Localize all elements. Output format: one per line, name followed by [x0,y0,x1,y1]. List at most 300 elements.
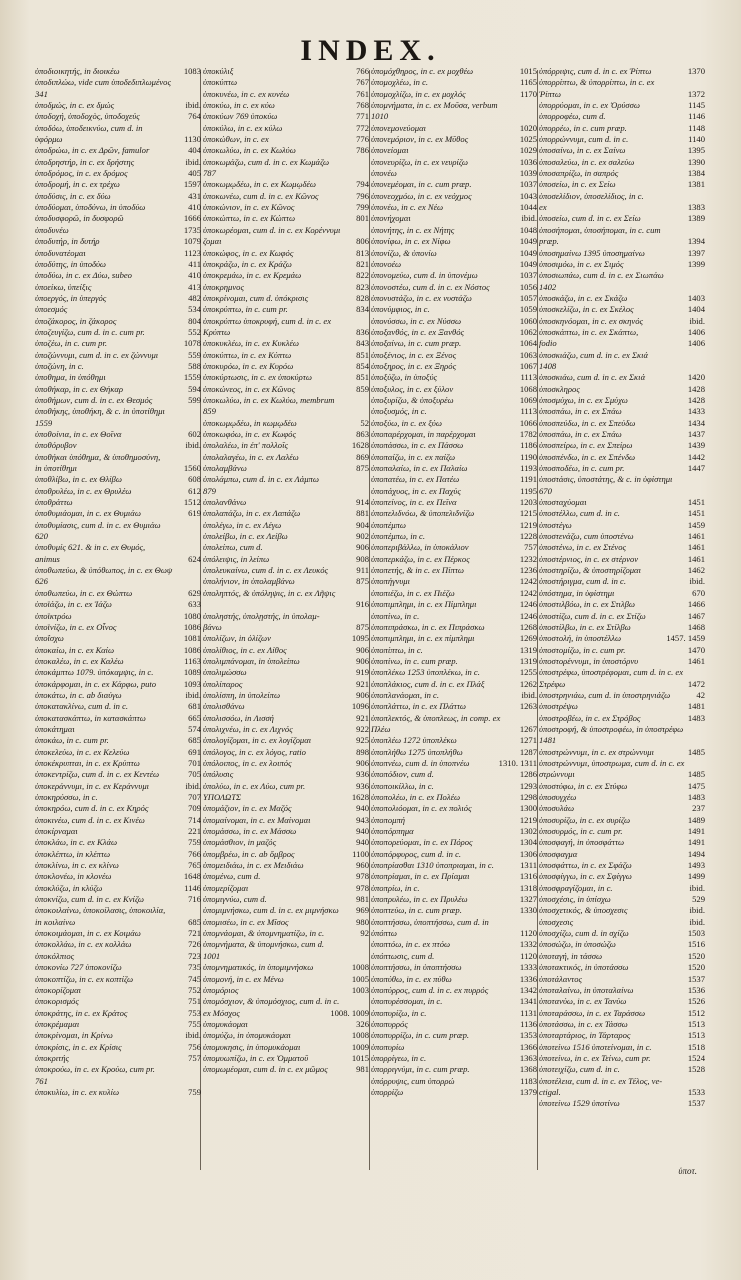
index-term: ὑπόλοιπος, in c. ex λοιπός [203,757,292,768]
index-page-number: 1215 [519,508,537,519]
index-entry [35,270,201,281]
index-entry [371,1042,537,1053]
index-entry [371,985,537,996]
index-entry [203,781,369,792]
index-term: ὑπομύζω, in ὑπομυκάομαι [203,1030,291,1041]
index-page-number: 1287 [519,746,537,757]
index-page-number: 1300 [519,803,537,814]
index-page-number: 1113 [520,406,537,417]
index-page-number: 624 [188,553,201,564]
index-term: ὑποκυλίω, in c. ex κυλίω [35,1086,120,1097]
index-entry [371,395,537,406]
index-entry [35,361,201,372]
index-page-number: 1467 [687,610,705,621]
index-entry [539,622,705,633]
index-entry [203,123,369,134]
index-page-number: 1462 [687,565,705,576]
index-term: ὑποκνίζω, cum d. in c. ex Κνίζω [35,894,144,905]
index-page-number: 1089 [183,667,201,678]
index-term: ὑποπτήσσω, ὑποπτήσσω, cum d. in [371,916,489,927]
index-entry [371,588,537,599]
index-entry [539,191,705,202]
index-page-number: 1190 [520,451,537,462]
index-entry [371,1030,537,1041]
index-entry [203,565,369,576]
index-page-number: 801 [356,213,369,224]
index-term: ὑπομιμνήσκω, cum d. in c. ex μιμνήσκω [203,905,339,916]
index-page-number: 92 [360,928,369,939]
index-entry [35,962,201,973]
index-term: ὑποκηρύσσω, in c. [35,792,98,802]
index-term: ὑποπνέω, cum d. in ὑποπνέω [371,757,470,768]
index-term: ὑποσχέσις, in ὑπίσχω [539,894,611,905]
index-page-number: 759 [188,837,201,848]
index-term: ὑποπολιόομαι, in c. ex πολιός [371,803,472,814]
index-term: ὑποκόλπιος [35,950,75,961]
index-term: ὑποθυμίς 621. & in c. ex Θυμός, [35,542,146,553]
index-term: ὑπομισέω, in c. ex Μῖσος [203,916,289,927]
index-term: ὑποδυτήρ, in δυτήρ [35,236,100,247]
index-entry [35,304,201,315]
index-page-number: 755 [188,1018,201,1029]
index-term: ὑποδρώω, in c. ex Δρῶν, famulor [35,145,150,156]
index-entry [371,486,537,497]
index-term: ex Μόσχος [203,1007,240,1018]
index-term: ὑπορρύομαι, in c. ex Ὀρύσσω [539,100,640,111]
index-entry [35,701,201,712]
index-term: ὑποξύζω, in ὑποξύς [371,372,438,383]
index-entry [203,236,369,247]
index-entry [203,611,369,622]
index-page-number: 751 [188,996,201,1007]
index-page-number: 1528 [687,1064,705,1075]
index-entry [35,1064,201,1075]
index-entry [203,316,369,327]
index-page-number: 1406 [687,338,705,349]
index-entry [35,1076,201,1087]
index-term: ὑποκάμπτω 1079. ὑπόκαμψις, in c. [35,667,154,678]
index-page-number: 714 [188,814,201,825]
index-term: ὑπονέω, in c. ex Νέω [371,202,444,213]
index-entry [371,905,537,916]
index-term: ὑπομνάομαι, & ὑπομνηματίζω, in c. [203,928,325,939]
index-term: ὑπομάζιον, in c. ex Μαζός [203,803,292,814]
index-entry [35,576,201,587]
index-entry [203,213,369,224]
index-page-number: 875 [356,621,369,632]
index-entry [371,100,537,111]
index-term: ὑποκορίζομαι [35,984,81,995]
index-page-number: 765 [188,860,201,871]
index-entry [371,372,537,383]
index-entry [371,157,537,168]
index-term: ὑπολήνιον, in ὑπολαμβάνω [203,576,295,587]
index-entry [35,418,201,429]
index-page-number: 1195 [520,485,537,496]
index-entry [203,951,369,962]
index-term: ὑποκάτημαι [35,723,75,734]
index-entry [35,474,201,485]
index-term: 626 [35,576,48,587]
index-term: ὑποθοίνια, in c. ex Θοῖνα [35,429,122,439]
index-page-number: 1389 [687,213,705,224]
index-term: ὑποπομπή [371,814,406,825]
index-entry [539,565,705,576]
index-page-number: 757 [524,542,537,553]
index-page-number: 1735 [183,224,201,235]
index-entry [203,77,369,88]
index-term: ὑπολέγω, in c. ex Λέγω [203,519,282,530]
index-entry [203,701,369,712]
index-entry [35,179,201,190]
index-page-number: 1064 [519,338,537,349]
index-entry [35,486,201,497]
index-term: 341 [35,88,48,99]
index-entry [35,248,201,259]
index-page-number: 1298 [519,792,537,802]
index-page-number: 1078 [183,338,201,349]
index-term: ὑποκύρτωσις, in c. ex ὑποκύρτω [203,372,312,383]
index-entry [539,248,705,259]
index-term: ὑποπιμπλημι, in c. ex πίμπλημι [371,633,475,644]
index-page-number: 1428 [687,383,705,394]
index-term: ὑποκύων 769 ὑποκύω [203,111,278,122]
index-term: ὑπολιμπάνομαι, in ὑπολείπω [203,655,300,666]
index-page-number: 1062 [519,326,537,337]
index-term: ὑποτειχίζω, cum d. in c. [539,1064,620,1075]
index-page-number: 619 [188,508,201,519]
index-entry [203,758,369,769]
index-page-number: 1113 [520,372,537,383]
index-page-number: 771 [356,111,369,122]
index-term: ὑποκρύπτω, in c. cum pr. [203,304,288,315]
index-term: ὑποταράσσω, in c. ex Ταράσσω [539,1007,646,1018]
index-term: ὑποπεριβάλλω, in ὑποκάλιον [371,542,469,553]
index-entry [35,554,201,565]
index-term: ὑποκώφος, in c. ex Κωφός [203,247,294,258]
index-term: ὑποεργός, in ὑπεργός [35,292,107,303]
index-entry [35,440,201,451]
index-entry [539,724,705,735]
index-term: ὑποπυρίζω, in c. [371,1007,427,1018]
index-page-number: 1049 [519,247,537,258]
index-page-number: 1390 [687,156,705,167]
index-page-number: 1044 [519,202,537,213]
index-page-number: 813 [356,247,369,258]
index-entry [539,1042,705,1053]
index-page-number: 960 [356,860,369,871]
index-term: ὑπονεμόριον, in c. ex Μῦθος [371,134,469,145]
index-page-number: 1628 [351,792,369,802]
index-term: ὑποκοπτίζω, in c. ex κοπτίζω [35,973,134,984]
index-term: ὑποπέμπω [371,519,406,530]
index-entry [539,508,705,519]
index-entry [203,463,369,474]
index-entry [203,542,369,553]
index-page-number: 759 [188,1086,201,1097]
index-term: ὑποκρίσις, in c. ex Κρίσις [35,1041,122,1052]
index-entry [35,1042,201,1053]
index-page-number: 1439 [687,440,705,451]
index-page-number: 836 [356,326,369,337]
index-entry [203,735,369,746]
index-page-number: 1526 [687,996,705,1007]
index-entry [35,1008,201,1019]
index-entry [203,350,369,361]
index-entry [539,168,705,179]
index-term: ὑπομένω, cum d. [203,871,261,882]
index-term: ὑποδρομή, in c. ex τρέχω [35,179,120,190]
index-entry [539,463,705,474]
index-page-number: 1406 [687,326,705,337]
index-term: ὑπολύω, in c. ex Λύω, cum pr. [203,780,306,791]
index-page-number: 1271 [519,735,537,746]
index-page-number: 1330 [519,905,537,916]
index-page-number: 1491 [687,837,705,848]
index-page-number: 1428 [687,394,705,405]
index-term: fodio [539,338,557,349]
index-term: Ῥίπτω [539,88,561,99]
index-entry [203,996,369,1007]
index-term: ὑποστένω, in c. ex Στένος [539,542,627,553]
index-page-number: 1363 [519,1052,537,1063]
index-term: ὑπονείομαι [371,145,409,156]
index-entry [539,588,705,599]
index-term: ὑποπελιδνόω, & ὑποπελιδνίζω [371,508,475,519]
index-entry [371,826,537,837]
index-term: ὑποταρτάριος, in Τάρταρος [539,1030,631,1041]
index-term: ὑπονομεύω, cum d. in ὑπονέμω [371,270,478,281]
index-term: ὑποκηρόω, cum d. in c. ex Κηρός [35,803,149,814]
index-term: ὑπορροφέω, cum d. [539,111,606,122]
index-term: ὑπονίζω, & ὑπονίω [371,247,437,258]
index-entry [371,248,537,259]
index-page-number: 1163 [184,655,201,666]
index-term: ὑποσχεσις [539,916,574,927]
index-page-number: 1140 [688,134,705,145]
index-page-number: 670 [692,587,705,598]
index-page-number: 978 [356,882,369,893]
index-entry [35,225,201,236]
index-page-number: 1056 [519,281,537,292]
index-term: ὑποπαλαίω, in c. ex Παλαίω [371,463,468,474]
index-entry [371,815,537,826]
index-page-number: 767 [356,77,369,88]
index-page-number: 1537 [687,1098,705,1109]
index-term: ὑπορρίγεω, in c. [371,1052,427,1063]
index-page-number: 1246 [519,599,537,610]
index-page-number: 1165 [520,77,537,88]
index-entry [35,781,201,792]
index-term: ὑπομνηματικός, in ὑπομιμνήσκω [203,962,314,973]
column-rule [369,70,370,1170]
index-term: ὑποκαλέω, in c. ex Καλέω [35,655,124,666]
index-entry [203,293,369,304]
index-entry [539,781,705,792]
index-page-number: 413 [188,281,201,292]
index-page-number: 1513 [687,1030,705,1041]
index-page-number: 1203 [519,497,537,508]
index-term: ΥΠΟΛΩΤΣ [203,792,242,802]
index-entry [371,316,537,327]
index-term: ὑπολαλέω, in ἐπ' πολλοῖς [203,440,288,451]
index-term: ὑπονεμέομαι, in c. cum præp. [371,179,472,190]
index-term: ὑποΐσχω [35,633,64,644]
index-entry [35,134,201,145]
index-entry [539,996,705,1007]
index-page-number: 757 [188,1052,201,1063]
index-entry [35,89,201,100]
index-entry [371,452,537,463]
index-entry [539,747,705,758]
index-term: ὑποκρημνος [203,281,244,292]
index-entry [35,338,201,349]
index-page-number: 1483 [687,792,705,802]
index-page-number: 1468 [687,621,705,632]
index-page-number: 1131 [520,1007,537,1018]
index-entry [371,735,537,746]
index-term: ζομαι [203,236,222,247]
index-page-number: 1451 [687,508,705,519]
index-entry [35,520,201,531]
index-term: ὑποξαίνω, in c. cum præp. [371,338,462,349]
index-entry [35,429,201,440]
index-term: ὑποσαπρίζω, in σαπρός [539,168,619,179]
index-entry [371,996,537,1007]
index-entry [371,350,537,361]
index-term: ὑποσφραγίζομαι, in c. [539,882,613,893]
index-entry [539,576,705,587]
index-entry [203,894,369,905]
index-term: ὑποστηρίζω, & ὑποστηρίζομαι [539,565,641,576]
index-page-number: 823 [356,281,369,292]
index-term: ὑποκυρόω, in c. ex Κυρόω [203,360,294,371]
index-page-number: 1399 [687,258,705,269]
index-entry [35,622,201,633]
index-term: ὑπομάσθιον, in μαζός [203,837,277,848]
index-page-number: 766 [356,66,369,76]
index-page-number: 1262 [519,678,537,689]
index-page-number: 1083 [183,66,201,76]
index-term: ὑποσχίζω, cum d. in σχίζω [539,928,629,939]
index-page-number: 1037 [519,270,537,281]
index-column-2 [203,66,369,1226]
index-entry [203,497,369,508]
index-page-number: 1383 [687,202,705,213]
index-term: 879 [203,485,216,496]
index-entry [203,179,369,190]
index-page-number: 405 [188,168,201,179]
index-entry [203,248,369,259]
index-entry [371,361,537,372]
index-page-number: 1146 [688,111,705,122]
index-entry [35,837,201,848]
index-term: ὑποπτήσσω, in ὑποπτήσσω [371,962,462,973]
index-term: ὑποεσμός [35,304,68,315]
index-entry [539,599,705,610]
index-term: ὑποθρυλέω, in c. ex Θρυλέω [35,485,132,496]
index-term: ὑποπάσσω, in c. ex Πάσσω [371,440,464,451]
index-term: ὑποστρώννυμι, ὑποστρωμα, cum d. in c. ex [539,757,685,768]
index-term: ὑπόστημα, in ὑφίστημι [539,587,615,598]
index-entry [371,849,537,860]
index-term: ὑπονήτης, in c. ex Νήτης [371,224,455,235]
index-page-number: 1242 [519,587,537,598]
index-term: ὑποστέρνιος, in c. ex στέρνον [539,553,639,564]
index-entry [35,792,201,803]
index-page-number: 843 [356,338,369,349]
index-entry [539,951,705,962]
index-page-number: 1520 [687,950,705,961]
index-page-number: 1039 [519,168,537,179]
index-page-number: 1049 [519,258,537,269]
index-page-number: 1037 [519,179,537,190]
index-term: ὑποστρέψω [539,701,578,712]
index-term: ὑποδύω, in c. ex Δύω, subeo [35,270,132,281]
index-page-number: 559 [188,349,201,360]
index-page-number: 936 [356,780,369,791]
index-page-number: 721 [188,928,201,939]
index-page-number: 552 [188,326,201,337]
index-page-number: 1483 [687,712,705,723]
index-entry [35,667,201,678]
index-entry [35,849,201,860]
index-page-number: 1049 [519,236,537,247]
index-page-number: 916 [356,599,369,610]
index-page-number: 969 [356,905,369,916]
index-page-number: 1366 [519,1041,537,1052]
index-entry [539,213,705,224]
index-term: ὑπολαπάζω, in c. ex Λαπάζω [203,508,301,519]
index-page-number: ibid. [185,100,201,111]
index-term: ὑποληστής, ὑπολῃστής, in ὑπολαμ- [203,610,320,621]
index-entry [371,270,537,281]
index-entry [35,452,201,463]
index-entry [539,282,705,293]
index-entry [539,259,705,270]
index-term: ὑποσπάω, in c. ex Σπάω [539,406,622,417]
index-term: ὑποκώνεος, in c. ex Κῶνος [203,383,296,394]
index-entry [203,89,369,100]
index-term: ὑποσφίγγω, in c. ex Σφίγγω [539,871,632,882]
index-term: ὑποκοιμάομαι, in c. ex Κοιμάω [35,928,141,939]
index-term: ὑποστύφω, in c. ex Στύφω [539,780,628,791]
index-term: ὑπολιμώσσω [203,667,247,678]
index-term: ὑποσκληρος [539,383,580,394]
index-term: ὑποδύσις, in c. ex δύω [35,190,111,201]
index-page-number: 1310. 1311 [498,757,537,768]
index-entry [371,89,537,100]
index-term: ὑποθόρυβον [35,440,77,451]
index-entry [203,871,369,882]
index-page-number: 806 [356,236,369,247]
index-term: ὑποκύλιξ [203,66,234,76]
index-page-number: 529 [692,894,705,905]
index-term: 761 [35,1075,48,1086]
index-entry [35,406,201,417]
index-entry [35,996,201,1007]
index-term: ὑπομάσσω, in c. ex Μάσσω [203,826,297,837]
index-entry [203,554,369,565]
index-entry [371,145,537,156]
index-entry [539,826,705,837]
index-entry [539,849,705,860]
index-entry [371,474,537,485]
index-page-number: 716 [188,894,201,905]
index-entry [35,157,201,168]
index-page-number: 1493 [687,860,705,871]
index-page-number: 863 [356,429,369,439]
